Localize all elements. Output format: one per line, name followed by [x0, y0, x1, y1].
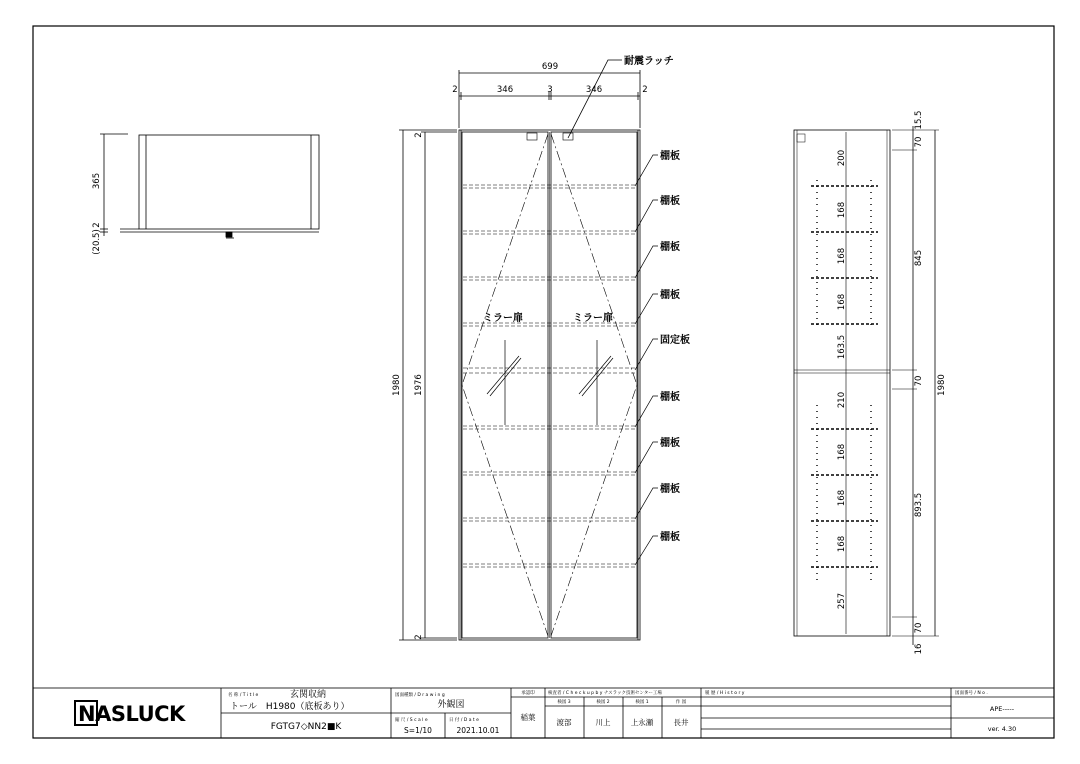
latch-left: [527, 133, 537, 140]
history-header: 履 歴 / H i s t o r y: [705, 691, 745, 696]
check-name: 川上: [595, 718, 611, 727]
check-name: 上永瀬: [630, 718, 654, 727]
side-dim-total: 1980: [937, 374, 947, 396]
scale-header: 縮 尺 / S c a l e: [395, 718, 428, 723]
product-name: 玄関収納: [290, 690, 327, 700]
check-name: 渡部: [556, 718, 572, 727]
side-dim-right: 70: [914, 622, 924, 634]
date-header: 日 付 / D a t e: [449, 718, 479, 723]
dim-door-left: 346: [496, 85, 514, 95]
top-view: [100, 134, 319, 238]
dim-top-gap: 2: [92, 222, 102, 228]
shelf-label: 棚板: [660, 392, 680, 403]
shelf-label: 棚板: [660, 151, 680, 162]
front-view: [399, 60, 658, 640]
side-dim: 210: [837, 391, 847, 409]
number-header: 図面番号 / N o .: [955, 691, 988, 696]
brand-logo: NASLUCK: [78, 702, 185, 726]
check-col: 検図 1: [635, 700, 649, 705]
side-dim: 168: [837, 443, 847, 461]
shelf-label: 棚板: [660, 484, 680, 495]
shelf-label: 棚板: [660, 438, 680, 449]
check-name: 長井: [673, 718, 689, 727]
check-col: 検図 2: [596, 700, 610, 705]
drawing-header: 図面種類 / D r a w i n g: [395, 693, 445, 698]
shelf-label: 棚板: [660, 242, 680, 253]
side-dim-right: 16: [914, 643, 924, 655]
approve-header: 承認印: [521, 691, 535, 696]
side-dim-right: 70: [914, 136, 924, 148]
dim-center-gap: 3: [547, 85, 553, 95]
shelf-label: 棚板: [660, 196, 680, 207]
dim-height-inner: 1976: [414, 374, 424, 396]
date-value: 2021.10.01: [456, 726, 500, 735]
side-dim: 168: [837, 201, 847, 219]
side-dim-right: 15.5: [914, 110, 924, 130]
drawing-number: APE-----: [989, 705, 1015, 713]
shelf-label: 棚板: [660, 290, 680, 301]
name-header: 名 称 / T i t l e: [228, 693, 259, 698]
version: ver. 4.30: [987, 725, 1017, 733]
drawing-frame: [33, 26, 1054, 738]
dim-top-gap-front: 2: [414, 132, 424, 138]
side-dim: 168: [837, 293, 847, 311]
latch-label: 耐震ラッチ: [624, 56, 674, 67]
dim-depth: 365: [92, 172, 102, 190]
side-dim-right: 70: [914, 375, 924, 387]
dim-side-left: 2: [452, 85, 458, 95]
check-col: 作 図: [675, 700, 687, 705]
model-line: トール H1980（底板あり）: [230, 702, 350, 712]
dim-door-right: 346: [585, 85, 603, 95]
side-dim: 163.5: [837, 334, 847, 360]
latch-right: [563, 133, 573, 140]
check-header: 検査者 / C h e c k u p b y ナスラック技術センター工場: [548, 691, 662, 696]
side-dim: 168: [837, 247, 847, 265]
side-dim: 200: [837, 149, 847, 167]
drawing-type: 外観図: [437, 700, 465, 710]
side-dim: 168: [837, 535, 847, 553]
side-dim-right: 893.5: [914, 492, 924, 518]
side-dim: 168: [837, 489, 847, 507]
fixed-shelf-label: 固定板: [660, 335, 690, 346]
side-dim-right: 845: [914, 249, 924, 267]
dim-bottom-gap-front: 2: [414, 634, 424, 640]
side-dim: 257: [837, 592, 847, 610]
title-block: [33, 688, 1054, 738]
dim-side-right: 2: [642, 85, 648, 95]
shelf-label: 棚板: [660, 532, 680, 543]
dim-height-outer: 1980: [392, 374, 402, 396]
approve-value: 稲葉: [520, 713, 536, 722]
dim-base: (20.5): [92, 229, 102, 255]
dim-total-width: 699: [541, 62, 559, 72]
door-label-left: ミラー扉: [483, 313, 523, 324]
product-code: FGTG7◇NN2■K: [270, 722, 342, 732]
scale-value: S=1/10: [404, 726, 432, 735]
door-label-right: ミラー扉: [573, 313, 613, 324]
check-col: 検図 3: [557, 700, 571, 705]
